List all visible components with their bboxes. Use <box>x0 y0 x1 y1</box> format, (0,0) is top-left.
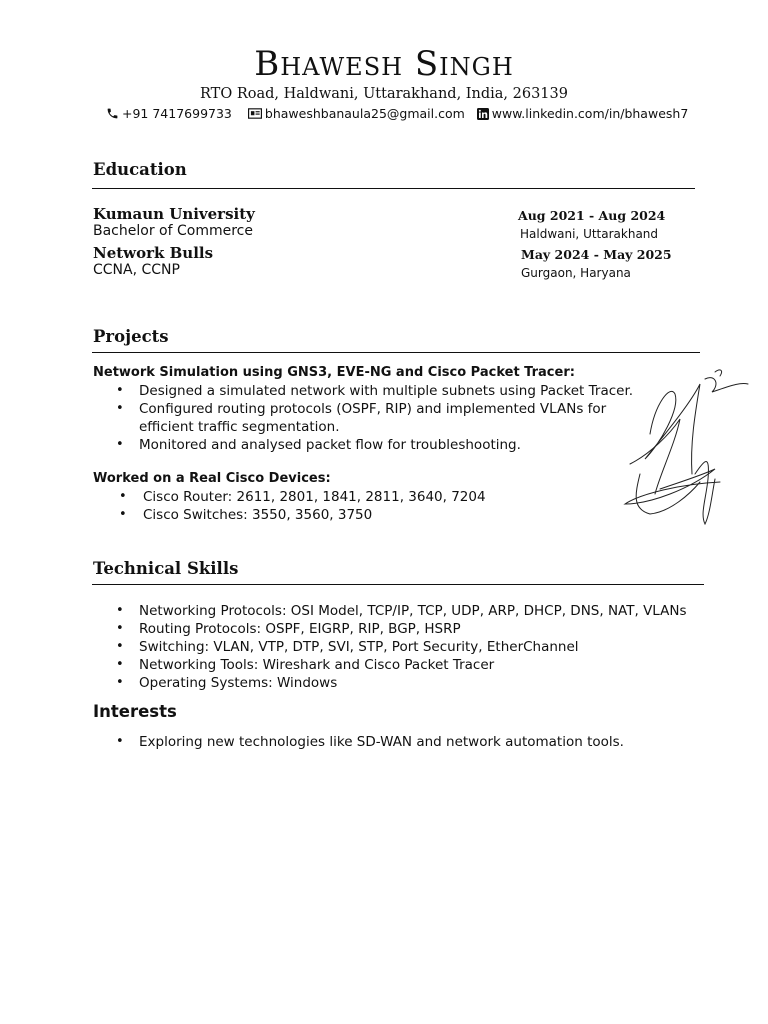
education-divider <box>92 188 695 189</box>
education-dates: May 2024 - May 2025 <box>521 247 672 262</box>
education-entry <box>93 205 255 239</box>
list-item: • Configured routing protocols (OSPF, RIP) and implemented VLANs for efficient traffic segmentation. <box>93 400 653 436</box>
email-address[interactable]: bhaweshbanaula25@gmail.com <box>264 106 465 121</box>
education-entry <box>93 244 213 278</box>
linkedin-icon <box>477 108 489 120</box>
project-bullets <box>93 382 653 454</box>
list-item: • Networking Tools: Wireshark and Cisco Packet Tracer <box>93 656 713 674</box>
institution-name: Network Bulls <box>93 244 214 262</box>
project-heading: Worked on a Real Cisco Devices: <box>93 471 331 486</box>
email-contact[interactable] <box>248 106 465 121</box>
skills-bullets <box>93 602 713 692</box>
degree: CCNA, CCNP <box>93 262 180 278</box>
institution-name: Kumaun University <box>93 205 255 223</box>
phone-icon <box>106 107 119 120</box>
phone-number: +91 7417699733 <box>122 106 232 121</box>
linkedin-url[interactable]: www.linkedin.com/in/bhawesh7 <box>491 106 689 121</box>
education-dates: Aug 2021 - Aug 2024 <box>518 208 666 223</box>
list-item: • Networking Protocols: OSI Model, TCP/IP, TCP, UDP, ARP, DHCP, DNS, NAT, VLANs <box>93 602 713 620</box>
list-item: • Routing Protocols: OSPF, EIGRP, RIP, BGP, HSRP <box>93 620 713 638</box>
contact-line <box>106 106 726 121</box>
candidate-name: Bhawesh Singh <box>254 44 514 84</box>
list-item: • Switching: VLAN, VTP, DTP, SVI, STP, Port Security, EtherChannel <box>93 638 713 656</box>
list-item: • Monitored and analysed packet flow for troubleshooting. <box>93 436 653 454</box>
list-item: • Operating Systems: Windows <box>93 674 713 692</box>
project-bullets <box>93 488 653 524</box>
education-location: Gurgaon, Haryana <box>521 266 631 280</box>
address: RTO Road, Haldwani, Uttarakhand, India, 263139 <box>200 86 568 102</box>
project-heading: Network Simulation using GNS3, EVE-NG and Cisco Packet Tracer: <box>93 365 575 380</box>
list-item: • Cisco Router: 2611, 2801, 1841, 2811, 3640, 7204 <box>93 488 653 506</box>
list-item: • Designed a simulated network with multiple subnets using Packet Tracer. <box>93 382 653 400</box>
phone-contact <box>106 106 232 121</box>
email-icon <box>248 108 262 119</box>
education-location: Haldwani, Uttarakhand <box>520 227 659 241</box>
list-item: • Cisco Switches: 3550, 3560, 3750 <box>93 506 653 524</box>
interests-title: Interests <box>93 702 177 721</box>
skills-divider <box>92 584 704 585</box>
projects-divider <box>92 352 700 353</box>
projects-title: Projects <box>93 327 169 346</box>
degree: Bachelor of Commerce <box>93 223 253 239</box>
education-title: Education <box>93 160 187 179</box>
interests-bullets <box>93 733 713 751</box>
signature-image <box>620 364 755 534</box>
skills-title: Technical Skills <box>93 559 239 578</box>
list-item: • Exploring new technologies like SD-WAN and network automation tools. <box>93 733 713 751</box>
linkedin-contact[interactable] <box>477 106 688 121</box>
